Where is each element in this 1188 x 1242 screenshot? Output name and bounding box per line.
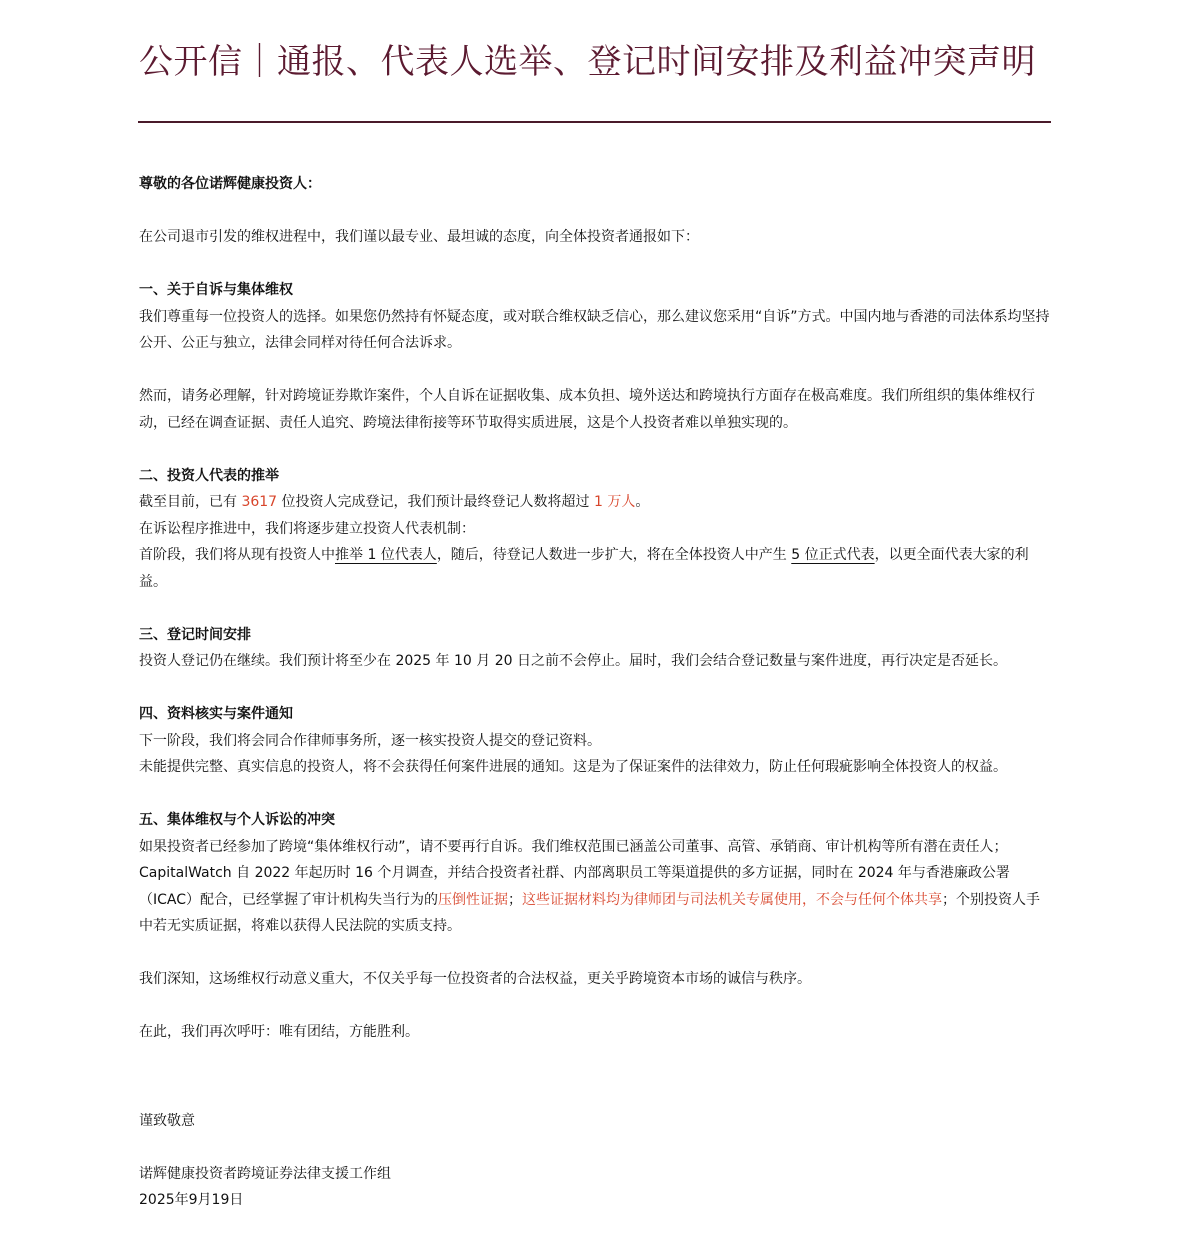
closing-paragraph-2: 在此，我们再次呼吁：唯有团结，方能胜利。 [139,1024,419,1040]
section-2-heading: 二、投资人代表的推举 [139,467,279,484]
evidence-highlight: 压倒性证据 [438,891,509,908]
section-4-line-1: 下一阶段，我们将会同合作律师事务所，逐一核实投资人提交的登记资料。 [139,732,601,749]
section-5-paragraph [139,834,1050,940]
page-title: 公开信｜通报、代表人选举、登记时间安排及利益冲突声明 [139,42,1036,82]
letter-body [139,171,1050,1214]
greeting: 尊敬的各位诺辉健康投资人： [139,176,321,192]
expected-count: 1 万人 [594,494,636,510]
title-divider [138,121,1051,123]
five-representatives: 5 位正式代表 [791,547,875,563]
signoff: 谨致敬意 [139,1112,195,1129]
section-4-line-2: 未能提供完整、真实信息的投资人，将不会获得任何案件进展的通知。这是为了保证案件的法律效力，防止任何瑕疵影响全体投资人的权益。 [139,759,1007,775]
signature: 诺辉健康投资者跨境证券法律支援工作组 [139,1165,391,1182]
section-1-heading: 一、关于自诉与集体维权 [139,282,293,298]
section-2-line-1 [139,489,1050,516]
section-4-heading: 四、资料核实与案件通知 [139,706,293,722]
text: 位投资人完成登记，我们预计最终登记人数将超过 [277,494,594,510]
text: ；个别投资人手中若无实质证据，将难以获得人民法院的实质支持。 [139,891,1041,934]
section-5-heading: 五、集体维权与个人诉讼的冲突 [139,812,335,828]
intro-paragraph: 在公司退市引发的维权进程中，我们谨以最专业、最坦诚的态度，向全体投资者通报如下： [139,229,699,245]
confidentiality-highlight: 这些证据材料均为律师团与司法机关专属使用，不会与任何个体共享 [522,891,943,908]
text: ； [508,891,523,908]
text: 截至目前，已有 [139,494,242,510]
date: 2025年9月19日 [139,1192,244,1208]
one-representative: 推举 1 位代表人 [335,547,437,563]
section-3-heading: 三、登记时间安排 [139,626,251,643]
closing-paragraph-1: 我们深知，这场维权行动意义重大，不仅关乎每一位投资者的合法权益，更关乎跨境资本市场的诚信与秩序。 [139,971,811,987]
section-1-paragraph-2: 然而，请务必理解，针对跨境证券欺诈案件，个人自诉在证据收集、成本负担、境外送达和跨境执行方面存在极高难度。我们所组织的集体维权行动，已经在调查证据、责任人追究、跨境法律衔接等环节取得实质进展，这是个人投资者难以单独实现的。 [139,388,1035,431]
text: 。 [635,494,650,510]
section-3-paragraph: 投资人登记仍在继续。我们预计将至少在 2025 年 10 月 20 日之前不会停止。届时，我们会结合登记数量与案件进度，再行决定是否延长。 [139,653,1007,669]
text: ，随后，待登记人数进一步扩大，将在全体投资人中产生 [436,547,792,563]
registered-count: 3617 [241,494,278,510]
section-2-line-3 [139,542,1050,595]
section-1-paragraph-1: 我们尊重每一位投资人的选择。如果您仍然持有怀疑态度，或对联合维权缺乏信心，那么建议您采用“自诉”方式。中国内地与香港的司法体系均坚持公开、公正与独立，法律会同样对待任何合法诉求。 [139,308,1050,351]
text: 如果投资者已经参加了跨境“集体维权行动”，请不要再行自诉。我们维权范围已涵盖公司董事、高管、承销商、审计机构等所有潜在责任人；CapitalWatch 自 2022 年起历时 16 个月调查，并结合投资者社群、内部离职员工等渠道提供的多方证据，同时在 2024 年与香港廉政公署（ICAC）配合，已经掌握了审计机构失当行为的 [139,838,1010,908]
section-2-line-2: 在诉讼程序推进中，我们将逐步建立投资人代表机制： [139,520,475,537]
text: ，以更全面代表大家的利益。 [139,547,1029,590]
text: 首阶段，我们将从现有投资人中 [139,547,335,563]
